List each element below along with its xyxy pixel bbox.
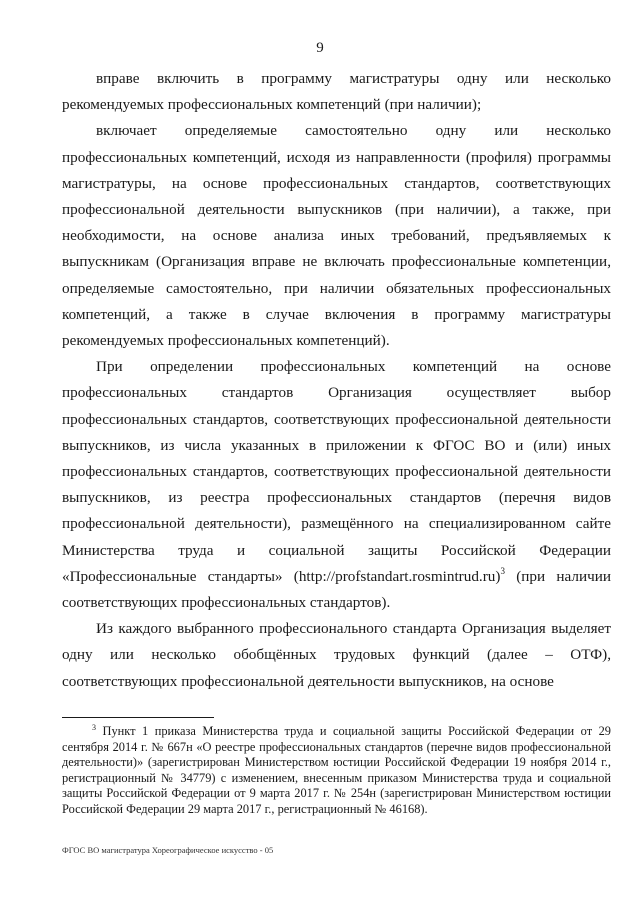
paragraph-3-text: При определении профессиональных компетенций на основе профессиональных стандартов Организация осуществляет выбор профессиональных стандартов, соответствующих профессиональной деятельности выпускников, из числа указанных в приложении к ФГОС ВО и (или) иных профессиональных стандартов, соответствующих профессиональной деятельности выпускников, из реестра профессиональных стандартов (перечня видов профессиональной деятельности), размещённого на специализированном сайте Министерства труда и социальной защиты Российской Федерации «Профессиональные стандарты» (http://profstandart.rosmintrud.ru) <box>62 358 611 585</box>
footnote-divider <box>62 717 214 718</box>
document-footer: ФГОС ВО магистратура Хореографическое искусство - 05 <box>62 845 274 855</box>
paragraph-4: Из каждого выбранного профессионального стандарта Организация выделяет одну или несколько обобщённых трудовых функций (далее – ОТФ), соответствующих профессиональной деятельности выпускников, на основе <box>62 620 611 690</box>
paragraph-2: включает определяемые самостоятельно одну или несколько профессиональных компетенций, исходя из направленности (профиля) программы магистратуры, на основе профессиональных стандартов, соответствующих профессиональной деятельности выпускников (при наличии), а также, при необходимости, на основе анализа иных требований, предъявляемых к выпускникам (Организация вправе не включать профессиональные компетенции, определяемые самостоятельно, при наличии обязательных профессиональных компетенций, а также в случае включения в программу магистратуры рекомендуемых профессиональных компетенций). <box>62 122 611 350</box>
body-text <box>62 66 611 695</box>
footnote <box>62 724 611 818</box>
footnote-marker: 3 <box>92 723 96 732</box>
paragraph-3 <box>62 354 611 616</box>
paragraph-3-tail: (при наличии соответствующих профессиональных стандартов). <box>62 567 612 612</box>
footnote-text: Пункт 1 приказа Министерства труда и социальной защиты Российской Федерации от 29 сентября 2014 г. № 667н «О реестре профессиональных стандартов (перечне видов профессиональной деятельности)» (зарегистрирован Министерством юстиции Российской Федерации 19 ноября 2014 г., регистрационный № 34779) с изменением, внесенным приказом Министерства труда и социальной защиты Российской Федерации от 9 марта 2017 г. № 254н (зарегистрирован Министерством юстиции Российской Федерации 29 марта 2017 г., регистрационный № 46168). <box>62 724 611 816</box>
page-number: 9 <box>316 40 324 56</box>
footnote-reference[interactable]: 3 <box>500 565 505 576</box>
paragraph-1: вправе включить в программу магистратуры одну или несколько рекомендуемых профессиональных компетенций (при наличии); <box>62 70 611 114</box>
